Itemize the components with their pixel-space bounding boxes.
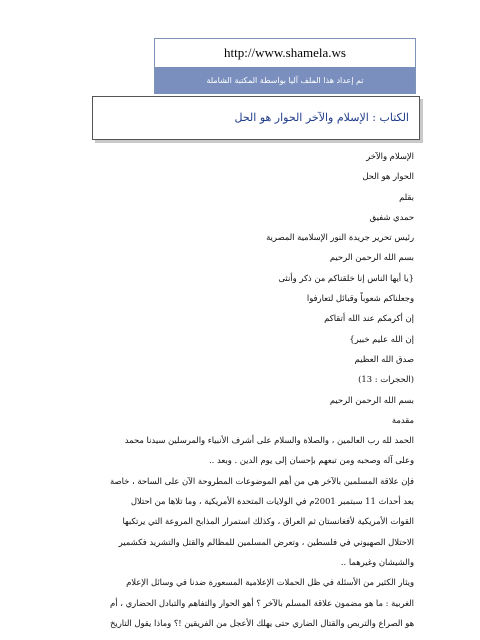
site-banner [154,38,416,94]
text-line: (الحجرات : 13) [358,374,414,385]
credit-line: تم إعداد هذا الملف آليا بواسطة المكتبة الشاملة [155,67,415,94]
text-line: حمدي شفيق [369,211,414,222]
book-title-box [92,96,420,140]
site-url[interactable]: http://www.shamela.ws [224,45,346,60]
text-line: وعلى آله وصحبه ومن تبعهم بإحسان إلى يوم الدين . وبعد .. [209,455,414,466]
text-line: هو الصراع والتربص والقتال الضاري حتى يهلك الأعجل من الفريقين !؟ وماذا يقول التاريخ [109,617,414,628]
text-line: الحمد لله رب العالمين ، والصلاة والسلام على أشرف الأنبياء والمرسلين سيدنا محمد [124,435,414,446]
text-line: بقلم [399,191,414,202]
text-line: إن أكرمكم عند الله أتقاكم [324,313,414,324]
text-line: وجعلناكم شعوباً وقبائل لتعارفوا [306,293,414,304]
text-line: فإن علاقة المسلمين بالآخر هي من أهم الموضوعات المطروحة الآن على الساحة ، خاصة [110,475,414,486]
document-body [52,146,414,633]
text-line: {يا أيها الناس إنا خلقناكم من ذكر وأنثى [278,272,414,283]
text-line: والشيشان وغيرهما .. [340,556,414,567]
text-line: صدق الله العظيم [354,353,414,364]
text-line: الغربية : ما هو مضمون علاقة المسلم بالآخر ؟ أهو الحوار والتفاهم والتبادل الحضاري ، أم [110,597,414,608]
text-line: القوات الأمريكية لأفغانستان ثم العراق ، وكذلك استمرار المذابح المروعة التي يرتكبها [122,516,414,527]
text-line: الاحتلال الصهيوني في فلسطين ، وتعرض المسلمين للمظالم والقتل والتشريد فكشمير [118,536,414,547]
text-line: رئيس تحرير جريدة النور الإسلامية المصرية [266,232,414,243]
text-line: الحوار هو الحل [362,171,414,182]
text-line: بسم الله الرحمن الرحيم [329,394,414,405]
text-line: ويثار الكثير من الأسئلة في ظل الحملات الإعلامية المسعورة ضدنا في وسائل الإعلام [126,577,414,588]
book-title: الكتاب : الإسلام والآخر الحوار هو الحل [234,111,409,124]
text-line: مقدمة [391,414,414,425]
text-line: الإسلام والآخر [366,151,414,161]
text-line: إن الله عليم خبير} [349,333,414,344]
text-line: بعد أحداث 11 سبتمبر 2001م في الولايات المتحدة الأمريكية ، وما تلاها من احتلال [130,496,414,507]
text-line: بسم الله الرحمن الرحيم [329,252,414,263]
